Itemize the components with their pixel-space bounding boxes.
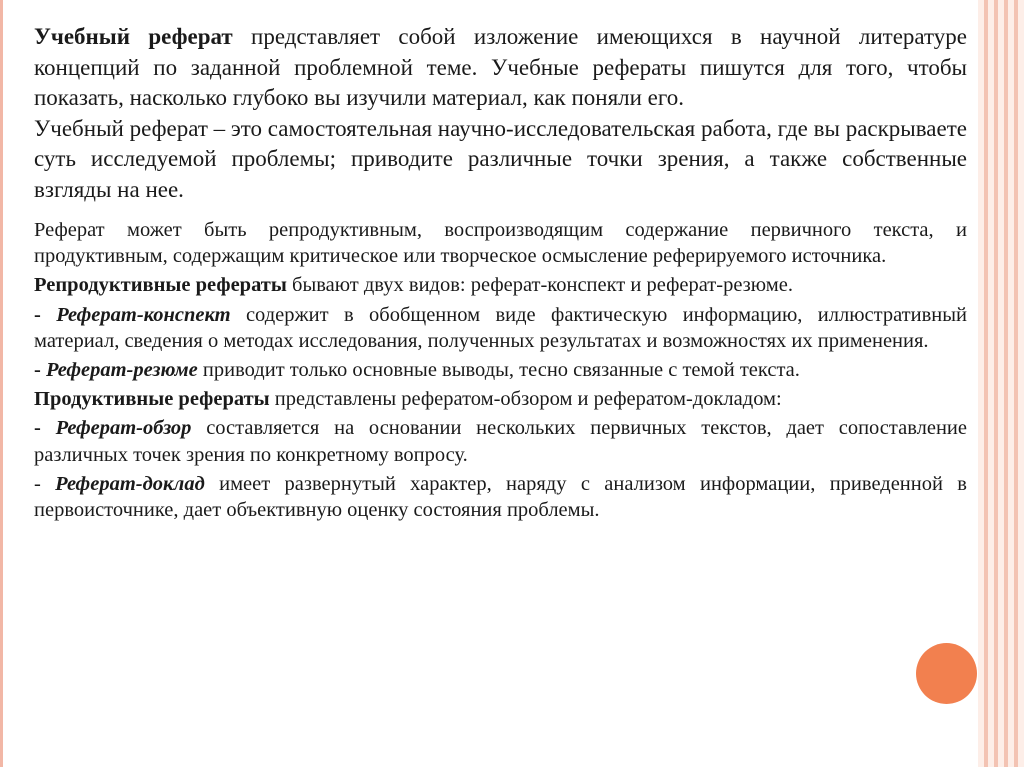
paragraph-doklad <box>34 471 967 523</box>
stripe-line <box>1014 0 1018 767</box>
term-italic: Реферат-доклад <box>55 472 205 495</box>
right-decorative-stripes <box>978 0 1024 767</box>
term-bold: Репродуктивные рефераты <box>34 274 287 297</box>
stripe-line <box>994 0 998 767</box>
intro-text: представляет собой изложение имеющихся в научной литературе концепций по заданной проблемной теме. Учебные рефераты пишутся для того, чтобы показать, насколько глубоко вы изучили материал, как поняли его. <box>34 24 967 110</box>
paragraph-reproductive <box>34 272 967 298</box>
stripe-line <box>1004 0 1008 767</box>
paragraph-text: представлены рефератом-обзором и рефератом-докладом: <box>269 388 782 411</box>
stripe-line <box>984 0 988 767</box>
slide-content <box>34 22 967 526</box>
dash: - <box>34 303 57 326</box>
paragraph-text: имеет развернутый характер, наряду с анализом информации, приведенной в первоисточнике, дает объективную оценку состояния проблемы. <box>34 472 967 522</box>
paragraph-productive <box>34 386 967 412</box>
paragraph-obzor <box>34 415 967 467</box>
term-bold: Продуктивные рефераты <box>34 388 270 411</box>
intro-block <box>34 22 967 205</box>
intro-paragraph-1 <box>34 22 967 114</box>
left-edge-line <box>0 0 3 767</box>
paragraph-text: составляется на основании нескольких первичных текстов, дает сопоставление различных точек зрения по конкретному вопросу. <box>34 417 967 466</box>
paragraph-text: бывают двух видов: реферат-конспект и реферат-резюме. <box>286 274 794 297</box>
term-italic: Реферат-конспект <box>56 303 231 326</box>
term-bold: Учебный реферат <box>34 24 233 49</box>
dash: - <box>34 417 56 440</box>
body-block <box>34 217 967 523</box>
paragraph-text: содержит в обобщенном виде фактическую информацию, иллюстративный материал, сведения о методах исследования, полученных результатах и возможностях их применения. <box>34 303 968 352</box>
paragraph-rezyume <box>34 357 967 383</box>
term-italic: Реферат-обзор <box>55 417 192 440</box>
decorative-orange-circle <box>916 643 977 704</box>
paragraph-types: Реферат может быть репродуктивным, воспроизводящим содержание первичного текста, и продуктивным, содержащим критическое или творческое осмысление реферируемого источника. <box>34 219 967 268</box>
dash: - <box>34 359 46 382</box>
paragraph-konspekt <box>34 302 967 354</box>
paragraph-text: приводит только основные выводы, тесно связанные с темой текста. <box>197 359 800 382</box>
dash: - <box>34 472 56 495</box>
intro-paragraph-2: Учебный реферат – это самостоятельная научно-исследовательская работа, где вы раскрываете суть исследуемой проблемы; приводите различные точки зрения, а также собственные взгляды на нее. <box>34 115 967 202</box>
term-italic: Реферат-резюме <box>45 359 198 382</box>
